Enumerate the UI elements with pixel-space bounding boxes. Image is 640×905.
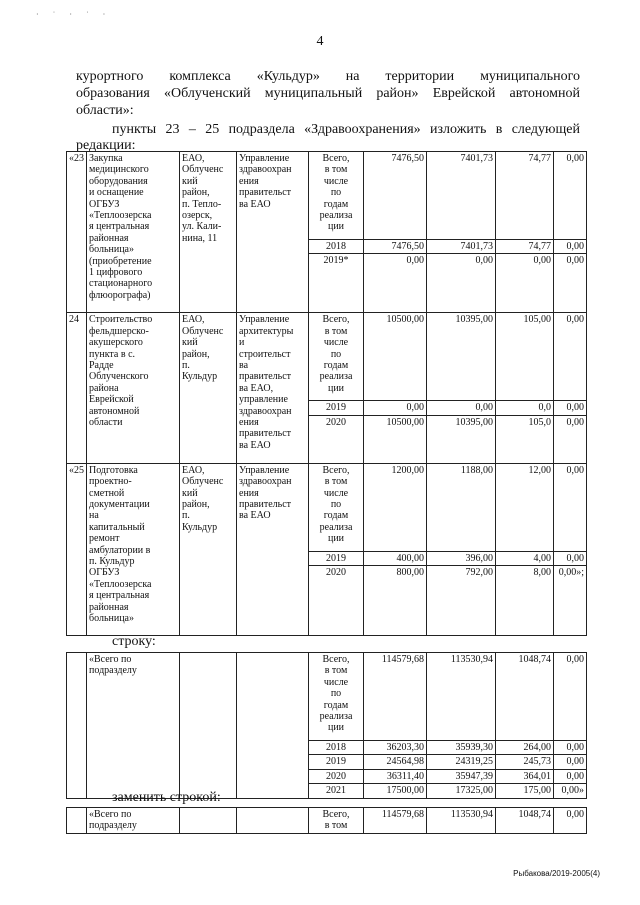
federal-value: 113530,94 bbox=[427, 653, 496, 741]
year-value: 0,00 bbox=[427, 254, 496, 313]
year-cell: 2019 bbox=[309, 551, 364, 565]
table-row bbox=[67, 152, 587, 240]
year-value: 10500,00 bbox=[364, 415, 427, 463]
year-value: 0,00»; bbox=[554, 566, 587, 636]
year-value: 0,00 bbox=[554, 755, 587, 769]
regional-value: 1048,74 bbox=[496, 653, 554, 741]
total-label: Всего, в том bbox=[309, 808, 364, 834]
total-value: 7476,50 bbox=[364, 152, 427, 240]
year-value: 400,00 bbox=[364, 551, 427, 565]
year-value: 35947,39 bbox=[427, 769, 496, 783]
year-value: 7401,73 bbox=[427, 240, 496, 254]
year-value: 264,00 bbox=[496, 741, 554, 755]
page-number: 4 bbox=[316, 34, 324, 49]
object-location: ЕАО, Облученс кий район, п. Тепло- озерск, ул. Кали- нина, 11 bbox=[180, 152, 237, 313]
responsible-org: Управление архитектуры и строительст ва правительст ва ЕАО, управление здравоохран ения правительст ва ЕАО bbox=[237, 313, 309, 463]
row-number: «23 bbox=[67, 152, 87, 313]
table-row bbox=[67, 808, 587, 834]
intro-line-2: образования «Облученский муниципальный район» Еврейской автономной bbox=[76, 86, 580, 101]
row-number-empty bbox=[67, 808, 87, 834]
local-value: 0,00 bbox=[554, 653, 587, 741]
year-value: 24319,25 bbox=[427, 755, 496, 769]
empty-cell bbox=[237, 808, 309, 834]
row-number-empty bbox=[67, 653, 87, 799]
federal-value: 10395,00 bbox=[427, 313, 496, 401]
year-cell: 2020 bbox=[309, 769, 364, 783]
year-value: 0,00 bbox=[554, 769, 587, 783]
year-value: 0,00 bbox=[554, 254, 587, 313]
instruction-line-1: пункты 23 – 25 подраздела «Здравоохранения» изложить в следующей bbox=[112, 122, 580, 137]
year-cell: 2018 bbox=[309, 240, 364, 254]
federal-value: 7401,73 bbox=[427, 152, 496, 240]
year-value: 0,00 bbox=[496, 254, 554, 313]
total-label: Всего, в том числе по годам реализа ции bbox=[309, 152, 364, 240]
year-value: 0,00» bbox=[554, 784, 587, 798]
regional-value: 1048,74 bbox=[496, 808, 554, 834]
footer-reference: Рыбакова/2019-2005(4) bbox=[513, 869, 600, 878]
object-name: Подготовка проектно- сметной документации на капитальный ремонт амбулатории в п. Кульдур ОГБУЗ «Теплоозерска я центральная районная больница» bbox=[87, 463, 180, 635]
year-value: 10395,00 bbox=[427, 415, 496, 463]
year-value: 0,00 bbox=[554, 741, 587, 755]
year-value: 0,00 bbox=[554, 240, 587, 254]
year-value: 245,73 bbox=[496, 755, 554, 769]
year-value: 74,77 bbox=[496, 240, 554, 254]
year-value: 8,00 bbox=[496, 566, 554, 636]
responsible-org: Управление здравоохран ения правительст ва ЕАО bbox=[237, 152, 309, 313]
year-cell: 2019 bbox=[309, 755, 364, 769]
scan-specks: · ˙ · ˙ · bbox=[36, 10, 112, 19]
year-value: 0,00 bbox=[554, 415, 587, 463]
year-value: 364,01 bbox=[496, 769, 554, 783]
year-value: 800,00 bbox=[364, 566, 427, 636]
year-cell: 2020 bbox=[309, 566, 364, 636]
local-value: 0,00 bbox=[554, 463, 587, 551]
year-value: 0,00 bbox=[554, 401, 587, 415]
responsible-org: Управление здравоохран ения правительст ва ЕАО bbox=[237, 463, 309, 635]
year-value: 0,00 bbox=[427, 401, 496, 415]
year-value: 36203,30 bbox=[364, 741, 427, 755]
federal-value: 113530,94 bbox=[427, 808, 496, 834]
total-value: 114579,68 bbox=[364, 653, 427, 741]
empty-cell bbox=[237, 653, 309, 799]
year-value: 792,00 bbox=[427, 566, 496, 636]
total-label: Всего, в том числе по годам реализа ции bbox=[309, 463, 364, 551]
year-value: 4,00 bbox=[496, 551, 554, 565]
regional-value: 74,77 bbox=[496, 152, 554, 240]
table-row bbox=[67, 653, 587, 741]
year-cell: 2019* bbox=[309, 254, 364, 313]
intro-line-1: курортного комплекса «Кульдур» на территории муниципального bbox=[76, 69, 580, 84]
year-value: 0,0 bbox=[496, 401, 554, 415]
year-value: 396,00 bbox=[427, 551, 496, 565]
regional-value: 12,00 bbox=[496, 463, 554, 551]
summary-name: «Всего по подразделу bbox=[87, 808, 180, 834]
table-row bbox=[67, 463, 587, 551]
empty-cell bbox=[180, 653, 237, 799]
year-value: 36311,40 bbox=[364, 769, 427, 783]
summary-table-new bbox=[66, 807, 587, 834]
year-cell: 2019 bbox=[309, 401, 364, 415]
total-value: 10500,00 bbox=[364, 313, 427, 401]
object-location: ЕАО, Облученс кий район, п. Кульдур bbox=[180, 313, 237, 463]
object-location: ЕАО, Облученс кий район, п. Кульдур bbox=[180, 463, 237, 635]
row-number: 24 bbox=[67, 313, 87, 463]
regional-value: 105,00 bbox=[496, 313, 554, 401]
local-value: 0,00 bbox=[554, 313, 587, 401]
local-value: 0,00 bbox=[554, 152, 587, 240]
year-value: 0,00 bbox=[364, 401, 427, 415]
year-cell: 2018 bbox=[309, 741, 364, 755]
year-value: 7476,50 bbox=[364, 240, 427, 254]
total-label: Всего, в том числе по годам реализа ции bbox=[309, 653, 364, 741]
year-value: 17500,00 bbox=[364, 784, 427, 798]
table-row bbox=[67, 313, 587, 401]
replace-label: заменить строкой: bbox=[112, 790, 221, 805]
year-value: 175,00 bbox=[496, 784, 554, 798]
total-value: 1200,00 bbox=[364, 463, 427, 551]
year-value: 24564,98 bbox=[364, 755, 427, 769]
total-value: 114579,68 bbox=[364, 808, 427, 834]
federal-value: 1188,00 bbox=[427, 463, 496, 551]
year-value: 17325,00 bbox=[427, 784, 496, 798]
year-value: 35939,30 bbox=[427, 741, 496, 755]
year-cell: 2021 bbox=[309, 784, 364, 798]
health-section-table bbox=[66, 151, 587, 636]
stroku-label: строку: bbox=[112, 634, 156, 649]
empty-cell bbox=[180, 808, 237, 834]
year-value: 0,00 bbox=[554, 551, 587, 565]
object-name: Закупка медицинского оборудования и оснащение ОГБУЗ «Теплоозерска я центральная районная больница» (приобретение 1 цифрового стационарного флюорографа) bbox=[87, 152, 180, 313]
year-value: 105,0 bbox=[496, 415, 554, 463]
total-label: Всего, в том числе по годам реализа ции bbox=[309, 313, 364, 401]
summary-name: «Всего по подразделу bbox=[87, 653, 180, 799]
row-number: «25 bbox=[67, 463, 87, 635]
object-name: Строительство фельдшерско- акушерского пункта в с. Радде Облученского района Еврейской автономной области bbox=[87, 313, 180, 463]
summary-table-old bbox=[66, 652, 587, 799]
year-value: 0,00 bbox=[364, 254, 427, 313]
local-value: 0,00 bbox=[554, 808, 587, 834]
instruction-line-2: редакции: bbox=[76, 138, 136, 153]
intro-line-3: области»: bbox=[76, 103, 134, 118]
year-cell: 2020 bbox=[309, 415, 364, 463]
